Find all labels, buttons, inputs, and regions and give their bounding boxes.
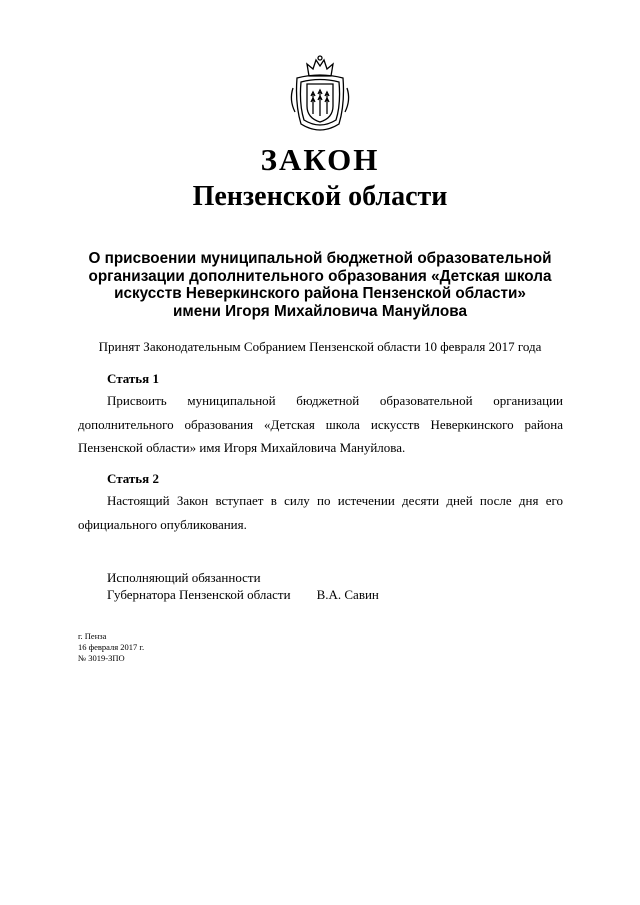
signatory-position-line1: Исполняющий обязанности bbox=[107, 570, 261, 585]
adoption-note: Принят Законодательным Собранием Пензенской области 10 февраля 2017 года bbox=[98, 339, 542, 354]
footer-date: 16 февраля 2017 г. bbox=[78, 642, 145, 652]
footer-city: г. Пенза bbox=[78, 631, 107, 641]
subject-line: организации дополнительного образования «Детская школа bbox=[88, 267, 552, 285]
footer-number: № 3019-ЗПО bbox=[78, 653, 125, 663]
subject-line: О присвоении муниципальной бюджетной образовательной bbox=[88, 250, 552, 267]
document-footer bbox=[78, 631, 144, 664]
signatory-position-line2: Губернатора Пензенской области bbox=[107, 587, 291, 602]
article-1-text: Присвоить муниципальной бюджетной образовательной организации дополнительного образования «Детская школа искусств Неверкинского района Пензенской области» имя Игоря Михайловича Мануйлова. bbox=[78, 393, 563, 455]
coat-of-arms-icon bbox=[287, 54, 353, 136]
subject-line: искусств Неверкинского района Пензенской области» bbox=[114, 285, 526, 302]
subject-line: имени Игоря Михайловича Мануйлова bbox=[173, 302, 467, 320]
article-2-heading: Статья 2 bbox=[107, 471, 159, 486]
law-subject-heading bbox=[60, 250, 580, 320]
article-2-text: Настоящий Закон вступает в силу по истечении десяти дней после дня его официального опубликования. bbox=[78, 493, 563, 532]
region-title: Пензенской области bbox=[192, 181, 448, 212]
signatory-name: В.А. Савин bbox=[316, 587, 379, 602]
article-1-heading: Статья 1 bbox=[107, 371, 159, 386]
document-type-title: ЗАКОН bbox=[260, 142, 380, 177]
signature-block bbox=[107, 569, 379, 603]
